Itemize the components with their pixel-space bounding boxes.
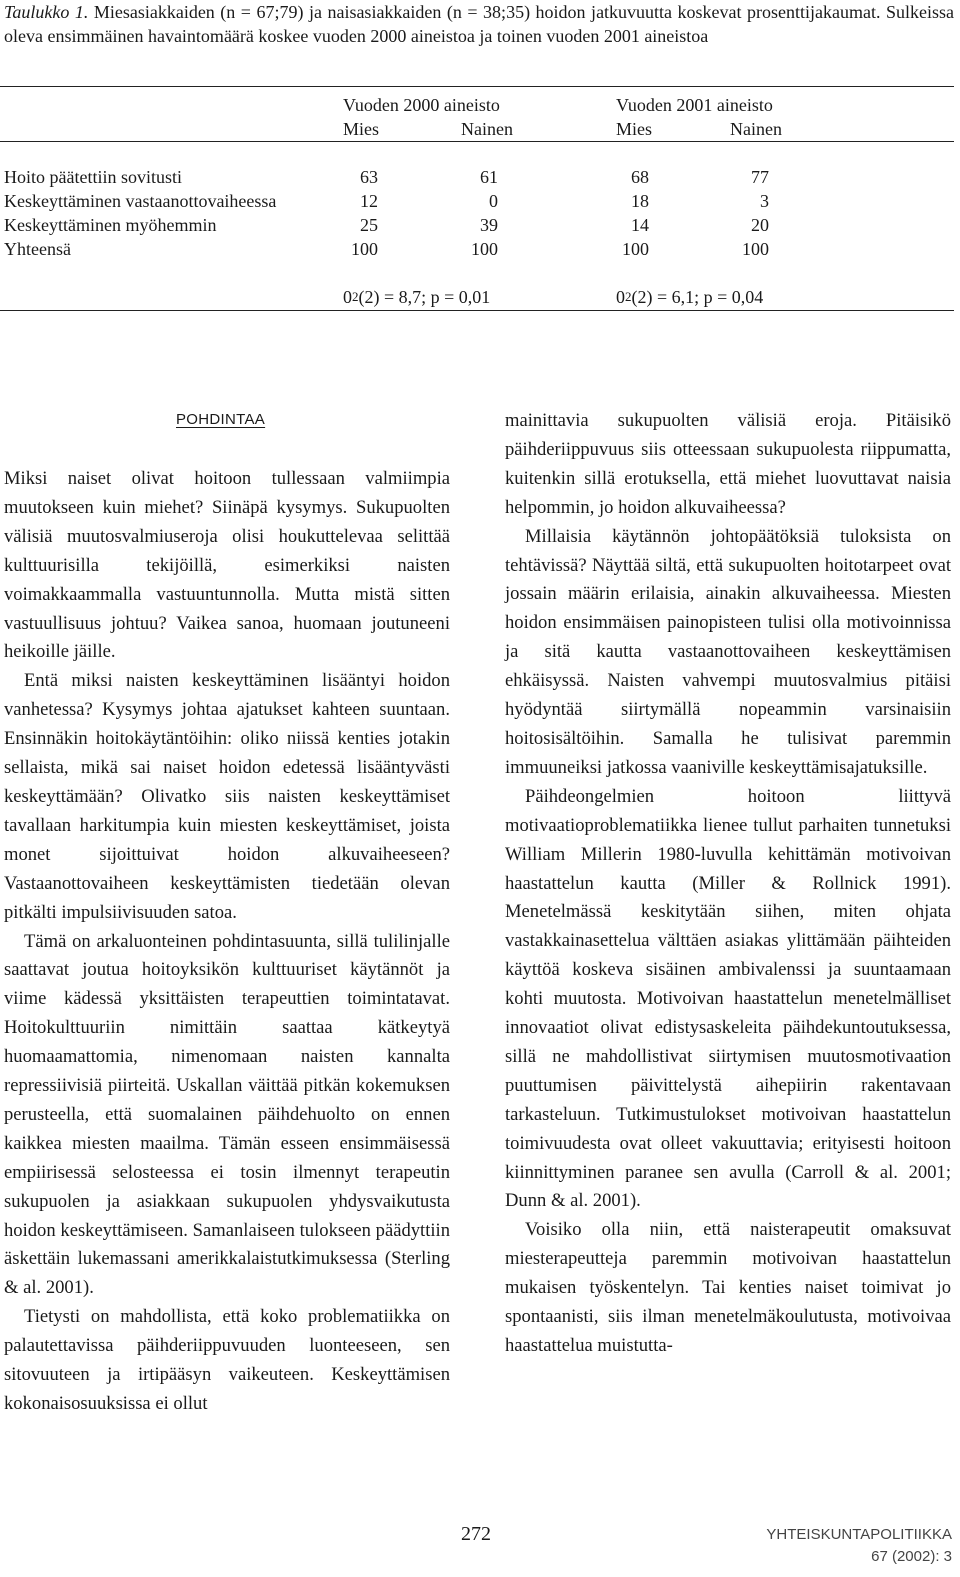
table-header-rule xyxy=(0,141,954,142)
table-cell: 0 xyxy=(489,191,498,211)
section-heading: POHDINTAA xyxy=(176,411,266,428)
table-cell: 39 xyxy=(480,215,498,235)
journal-name: YHTEISKUNTAPOLITIIKKA xyxy=(766,1526,952,1543)
paragraph: Miksi naiset olivat hoitoon tullessaan valmiimpia muutokseen kuin miehet? Siinäpä kysymys. Sukupuolten välisiä muutosvalmiuseroja olisi houkuttelevaa selittää kulttuurisilla tekijöillä, esimerkiksi naisten voimakkaammalla vastuuntunnolla. Mutta mistä sitten vastuullisuus johtuu? Vaikea sanoa, huomaan joutuneeni heikoille jäille. xyxy=(4,468,450,663)
table-group-2000: Vuoden 2000 aineisto xyxy=(343,95,500,115)
paragraph: Voisiko olla niin, että naisterapeutit omaksuvat miesterapeutteja paremmin motivoivan haastattelun mukaisen työskentelyn. Tai kenties naiset toimivat jo spontaanisti, siis ilman menetelmäkoulutusta, motivoivaa haastattelua muistutta- xyxy=(505,1219,951,1356)
table-cell: 25 xyxy=(360,215,378,235)
paragraph: Tämä on arkaluonteinen pohdintasuunta, sillä tulilinjalle saattavat joutua hoitoyksikön kulttuuriset käytännöt ja viime kädessä yksittäisten terapeuttien toimintatavat. Hoitokulttuuriin nimittäin saattaa kätkeytyä huomaamattomia, nimenomaan naisten kannalta repressiivisiä piirteitä. Uskallan väittää pitkän kokemuksen perusteella, että suomalainen päihdehuolto on ennen kaikkea miesten maailma. Tämän esseen ensimmäisessä empiirisessä selosteessa ei tosin ilmennyt terapeutin sukupuolen ja asiakkaan sukupuolen yhdysvaikutusta hoidon keskeyttämiseen. Samanlaiseen tulokseen päädyttiin äskettäin lukemassani amerikkalaistutkimuksessa (Sterling & al. 2001). xyxy=(4,930,450,1299)
table-cell: 77 xyxy=(751,167,769,187)
table-bottom-rule xyxy=(0,310,954,311)
table-subheader-nainen-2001: Nainen xyxy=(730,119,782,139)
table-row-label: Hoito päätettiin sovitusti xyxy=(4,167,182,187)
left-column xyxy=(4,465,450,1419)
table-top-rule xyxy=(0,86,954,87)
table-row-label: Yhteensä xyxy=(4,239,71,259)
table-cell: 63 xyxy=(360,167,378,187)
table-cell: 18 xyxy=(631,191,649,211)
table-row-label: Keskeyttäminen myöhemmin xyxy=(4,215,217,235)
table-subheader-mies-2001: Mies xyxy=(616,119,652,139)
table-cell: 68 xyxy=(631,167,649,187)
table-cell: 14 xyxy=(631,215,649,235)
journal-footer xyxy=(766,1524,952,1568)
table-subheader-nainen-2000: Nainen xyxy=(461,119,513,139)
table-row-label: Keskeyttäminen vastaanottovaiheessa xyxy=(4,191,277,211)
table-cell: 100 xyxy=(351,239,378,259)
page-number: 272 xyxy=(461,1523,491,1545)
paragraph: Entä miksi naisten keskeyttäminen lisääntyi hoidon vanhetessa? Kysymys johtaa ajatukset kahteen suuntaan. Ensinnäkin hoitokäytäntöihin: oliko niissä kenties jotakin sellaista, mikä sai naiset hoidon edetessä lisääntyvästi keskeyttämään? Olivatko siis naisten keskeyttämiset tavallaan harkitumpia kuin miesten keskeyttämiset, joista monet sijoittuivat hoidon alkuvaiheeseen? Vastaanottovaiheen keskeyttämisten tiedetään olevan pitkälti impulsiivisuuden satoa. xyxy=(4,670,450,923)
table-cell: 20 xyxy=(751,215,769,235)
paragraph: Tietysti on mahdollista, että koko problematiikka on palautettavissa päihderiippuvuuden luonteeseen, sen sitovuuteen ja irtipääsyn vaikeuteen. Keskeyttämisen kokonaisosuuksissa ei ollut xyxy=(4,1306,450,1414)
paragraph: mainittavia sukupuolten välisiä eroja. Pitäisikö päihderiippuvuus siis otteessaan sukupuolesta riippumatta, kuitenkin sillä erotuksella, että miehet luovuttavat naisia helpommin, jo hoidon alkuvaiheessa? xyxy=(505,410,951,518)
table-caption-text: Miesasiakkaiden (n = 67;79) ja naisasiakkaiden (n = 38;35) hoidon jatkuvuutta koskevat prosenttijakaumat. Sulkeissa oleva ensimmäinen havaintomäärä koskee vuoden 2000 aineistoa ja toinen vuoden 2001 aineistoa xyxy=(4,2,954,46)
table-cell: 12 xyxy=(360,191,378,211)
table-cell: 100 xyxy=(471,239,498,259)
table-caption xyxy=(4,0,954,48)
journal-issue: 67 (2002): 3 xyxy=(871,1548,952,1565)
table-cell: 100 xyxy=(742,239,769,259)
table-stat-2000: $0^2(2) = 8,7$; p = 0,01 xyxy=(343,287,491,307)
table-cell: 3 xyxy=(760,191,769,211)
table-cell: 61 xyxy=(480,167,498,187)
paragraph: Millaisia käytännön johtopäätöksiä tuloksista on tehtävissä? Näyttää siltä, että sukupuolten hoitotarpeet ovat jossain määrin erilaisia, ainakin alkuvaiheessa. Miesten hoidon ensimmäisen painopisteen tulisi olla motivoinnissa ja sitä kautta vastaanottovaiheen keskeyttämisen ehkäisyssä. Naisten vahvempi muutosvalmius pitäisi hyödyntää siirtymällä nopeammin varsinaisiin hoitosisältöihin. Samalla he tulisivat paremmin immuuneiksi jatkossa vaaniville keskeyttämisajatuksille. xyxy=(505,525,951,778)
table-group-2001: Vuoden 2001 aineisto xyxy=(616,95,773,115)
table-cell: 100 xyxy=(622,239,649,259)
paragraph: Päihdeongelmien hoitoon liittyvä motivaatioproblematiikka lienee tullut parhaiten tunnetuksi William Millerin 1980-luvulla kehittämän motivoivan haastattelun kautta (Miller & Rollnick 1991). Menetelmässä keskitytään siihen, miten ohjata vastakkainasettelua välttäen asiakas ylittämään päihteiden käyttöä koskeva sisäinen ambivalenssi ja suuntaamaan kohti muutosta. Motivoivan haastattelun menetelmälliset innovaatiot olivat edistysaskeleita päihdekuntoutuksessa, sillä ne mahdollistivat siirtymisen muutosmotivaation puuttumisen päivittelystä aihepiirin rakentavaan tarkasteluun. Tutkimustulokset motivoivan haastattelun toimivuudesta ovat olleet vakuuttavia; erityisesti hoitoon kiinnittyminen paranee sen avulla (Carroll & al. 2001; Dunn & al. 2001). xyxy=(505,785,951,1212)
table-stat-2001: $0^2(2) = 6,1$; p = 0,04 xyxy=(616,287,764,307)
table-caption-label: Taulukko 1. xyxy=(4,2,89,22)
table-subheader-mies-2000: Mies xyxy=(343,119,379,139)
right-column xyxy=(505,407,951,1361)
